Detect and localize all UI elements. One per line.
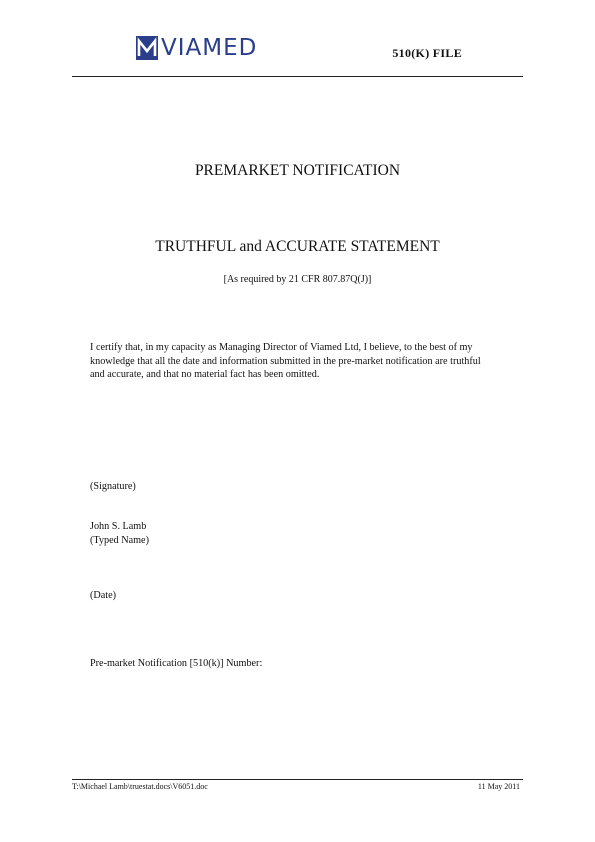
footer-date: 11 May 2011	[477, 782, 520, 791]
header-divider	[72, 76, 523, 77]
certification-statement: I certify that, in my capacity as Managing Director of Viamed Ltd, I believe, to the best of my knowledge that all the date and information submitted in the pre-market notification are truthful and accurate, and that no material fact has been omitted.	[90, 342, 481, 380]
document-type-label: 510(K) FILE	[392, 46, 462, 60]
date-label: (Date)	[90, 590, 117, 601]
notification-number-label: Pre-market Notification [510(k)] Number:	[90, 658, 263, 669]
footer-divider	[72, 779, 523, 780]
file-path: T:\Michael Lamb\truestat.docs\V6051.doc	[72, 782, 208, 791]
signature-label: (Signature)	[90, 481, 136, 492]
typed-name-value: John S. Lamb	[90, 521, 147, 532]
statement-heading: TRUTHFUL and ACCURATE STATEMENT	[155, 238, 440, 255]
viamed-logo	[136, 36, 257, 60]
viamed-logo-mark-icon	[136, 36, 158, 60]
typed-name-label: (Typed Name)	[90, 535, 149, 546]
regulation-citation: [As required by 21 CFR 807.87Q(J)]	[223, 274, 372, 285]
logo-wordmark: VIAMED	[161, 35, 258, 61]
page-title: PREMARKET NOTIFICATION	[194, 162, 401, 179]
